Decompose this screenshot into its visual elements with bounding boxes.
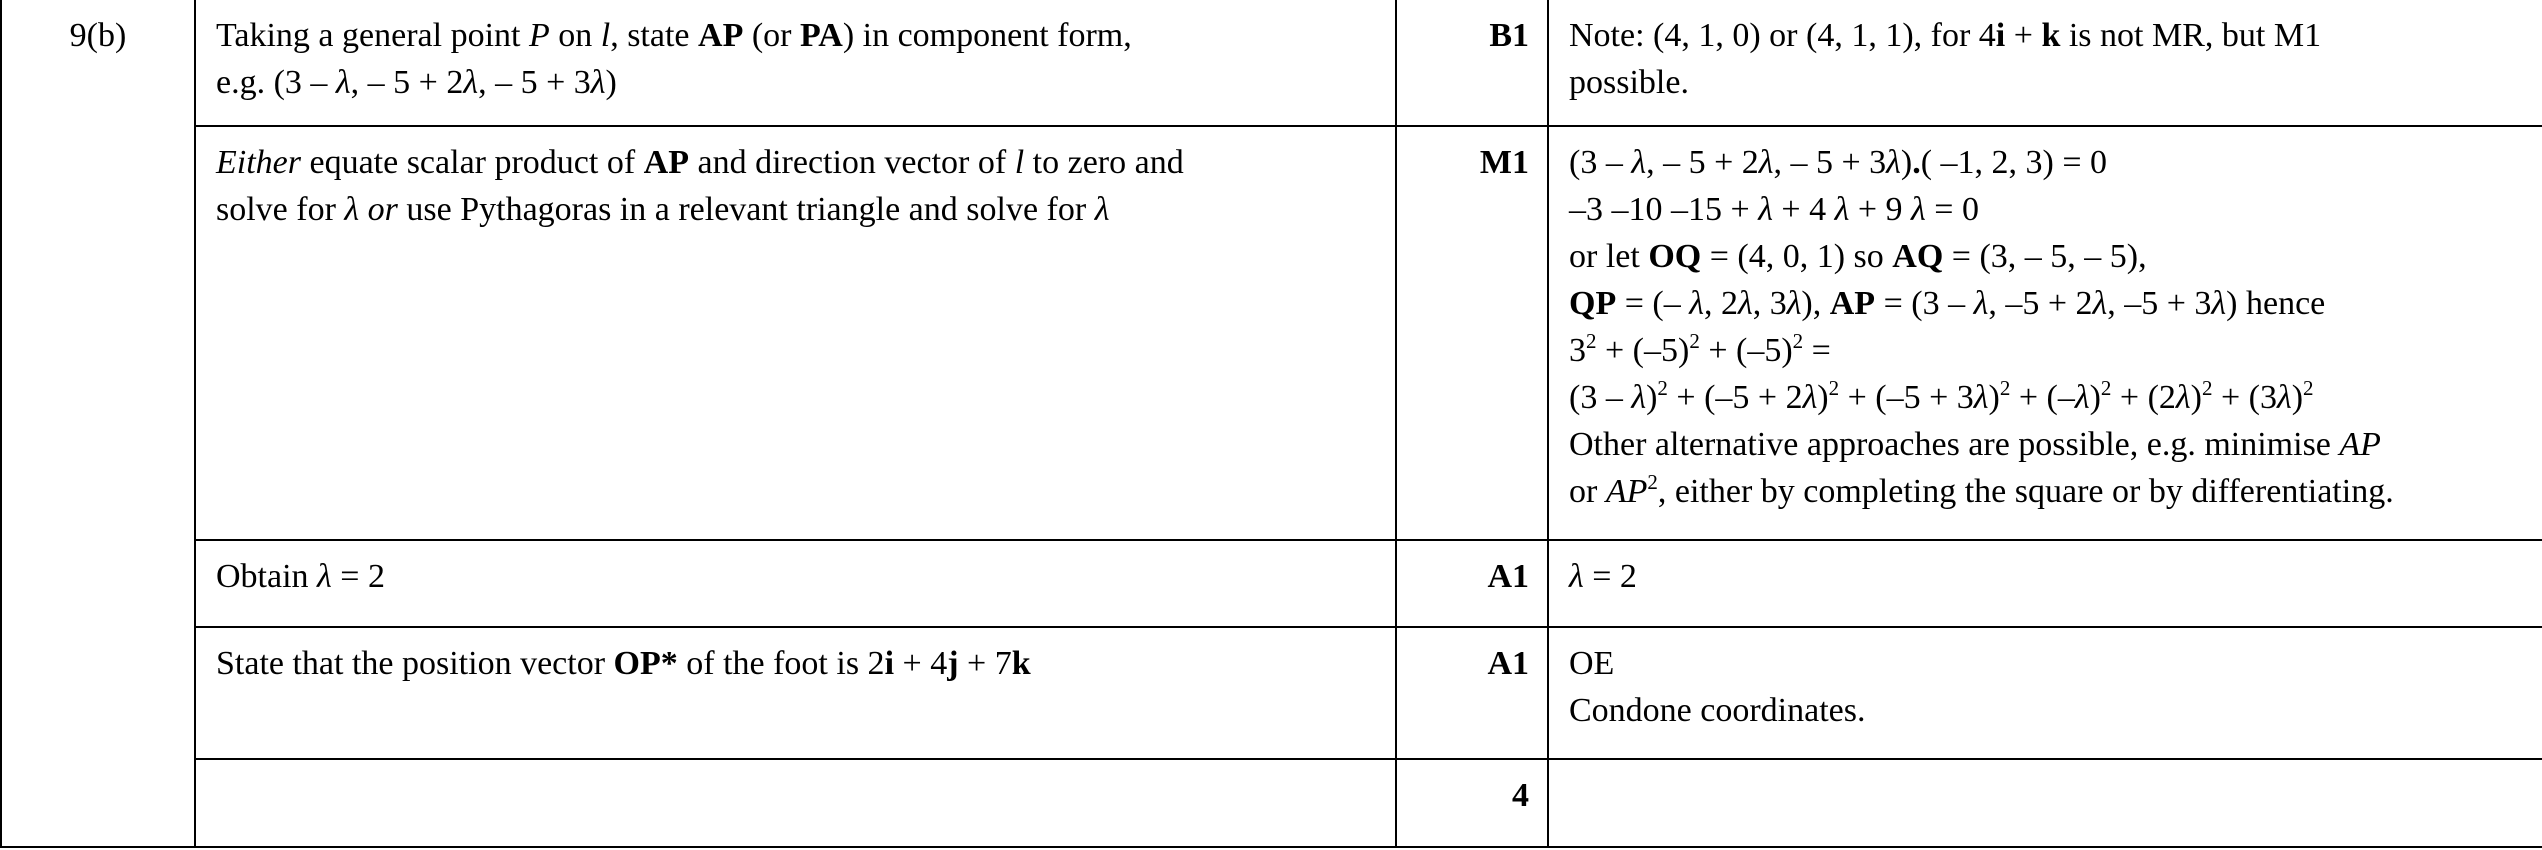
- mark-row-2: [1, 126, 2542, 539]
- text-run: λ: [1802, 379, 1818, 417]
- text-line: [1569, 186, 2522, 233]
- text-run: λ: [1094, 191, 1110, 229]
- text-run: λ: [2092, 285, 2108, 323]
- text-run: =: [1803, 332, 1831, 370]
- text-line: [1569, 280, 2522, 327]
- text-line: [216, 12, 1375, 59]
- text-run: λ: [1689, 285, 1704, 323]
- answer-cell: [195, 540, 1396, 627]
- mark-cell: A1: [1396, 540, 1548, 627]
- text-run: λ: [2211, 285, 2227, 323]
- text-run: ): [1988, 379, 2000, 417]
- text-run: + (–5): [1596, 332, 1690, 370]
- text-run: AP: [2339, 426, 2381, 464]
- text-run: of the foot is 2: [677, 644, 885, 682]
- text-run: + (2: [2111, 379, 2176, 417]
- text-run: Other alternative approaches are possible, e.g. minimise: [1569, 426, 2340, 464]
- text-run: AP: [643, 144, 689, 182]
- text-run: and direction vector of: [689, 144, 1015, 182]
- text-line: [1569, 553, 2522, 600]
- text-run: λ: [1973, 379, 1989, 417]
- text-run: λ: [1973, 285, 1989, 323]
- text-run: i: [884, 644, 895, 682]
- superscript: 2: [1586, 329, 1597, 354]
- mark-cell: A1: [1396, 627, 1548, 759]
- text-run: λ: [344, 191, 360, 229]
- text-run: λ: [1786, 285, 1802, 323]
- text-run: ) hence: [2226, 285, 2326, 323]
- text-run: λ: [2175, 379, 2191, 417]
- answer-cell: [195, 126, 1396, 539]
- text-line: [1569, 327, 2522, 374]
- text-run: ( –1, 2, 3) = 0: [1920, 144, 2108, 182]
- text-run: λ: [1631, 144, 1647, 182]
- superscript: 2: [1792, 329, 1804, 354]
- text-run: , state: [610, 17, 699, 54]
- text-run: , – 5 + 3: [478, 64, 591, 101]
- text-run: λ: [2276, 379, 2292, 417]
- text-run: λ: [1737, 285, 1753, 323]
- text-run: k: [1011, 644, 1031, 682]
- text-run: = (3, – 5, – 5),: [1943, 238, 2147, 276]
- text-line: [1569, 687, 2522, 734]
- text-line: [216, 640, 1375, 687]
- text-run: (3 –: [1569, 379, 1632, 417]
- text-line: [216, 59, 1375, 106]
- text-run: , – 5 + 2: [350, 64, 464, 101]
- text-line: [1569, 59, 2522, 106]
- text-run: λ: [2074, 379, 2090, 417]
- text-run: equate scalar product of: [300, 144, 644, 182]
- text-run: λ: [1911, 191, 1926, 229]
- text-run: + (–5 + 3: [1839, 379, 1974, 417]
- text-run: Taking a general point: [216, 17, 529, 54]
- text-run: ),: [1801, 285, 1830, 323]
- guidance-cell: [1548, 627, 2542, 759]
- guidance-cell: [1548, 0, 2542, 126]
- text-run: , 3: [1752, 285, 1787, 323]
- text-run: , –5 + 2: [1988, 285, 2093, 323]
- text-run: j: [947, 644, 959, 682]
- text-run: solve for: [216, 191, 345, 229]
- text-run: State that the position vector: [216, 644, 614, 682]
- text-run: , 2: [1703, 285, 1738, 323]
- text-run: λ: [1631, 379, 1647, 417]
- text-run: to zero and: [1024, 144, 1184, 182]
- text-run: or let: [1569, 238, 1649, 276]
- text-run: Obtain: [216, 557, 318, 595]
- text-line: [1569, 374, 2522, 421]
- guidance-cell: [1548, 126, 2542, 539]
- mark-row-1: [1, 0, 2542, 126]
- text-run: + 4: [894, 644, 948, 682]
- text-run: QP: [1569, 285, 1617, 323]
- answer-cell: [195, 0, 1396, 126]
- answer-cell-empty: [195, 759, 1396, 847]
- text-line: [216, 186, 1375, 233]
- text-run: , – 5 + 3: [1773, 144, 1887, 182]
- mark-total-row: [1, 759, 2542, 847]
- text-run: l: [1014, 144, 1025, 182]
- text-run: = (4, 0, 1) so: [1701, 238, 1893, 276]
- text-run: i: [1995, 17, 2006, 54]
- text-run: AQ: [1892, 238, 1944, 276]
- text-run: use Pythagoras in a relevant triangle and solve for: [397, 191, 1095, 229]
- text-run: k: [2041, 17, 2061, 54]
- superscript: 2: [1828, 376, 1840, 401]
- text-run: λ: [1569, 557, 1584, 595]
- text-run: –3 –10 –15 +: [1569, 191, 1759, 229]
- text-run: = (–: [1616, 285, 1690, 323]
- text-run: 3: [1569, 332, 1586, 370]
- text-line: [1569, 139, 2522, 186]
- mark-cell: B1: [1396, 0, 1548, 126]
- text-run: λ: [1758, 191, 1773, 229]
- text-run: (3 –: [1569, 144, 1632, 182]
- guidance-cell: [1548, 540, 2542, 627]
- text-run: + 7: [958, 644, 1012, 682]
- text-run: OE: [1569, 644, 1615, 682]
- text-line: [1569, 233, 2522, 280]
- text-run: or: [1569, 473, 1606, 511]
- text-run: +: [2005, 17, 2042, 54]
- text-run: [359, 191, 368, 228]
- question-number: 9(b): [1, 0, 195, 847]
- text-run: λ: [335, 64, 351, 101]
- text-run: e.g. (3 –: [216, 64, 336, 101]
- superscript: 2: [1647, 470, 1658, 495]
- text-run: λ: [317, 557, 332, 595]
- text-run: + (3: [2212, 379, 2277, 417]
- text-run: P: [528, 17, 550, 54]
- superscript: 2: [2100, 376, 2112, 401]
- text-line: [216, 139, 1375, 186]
- mark-row-3: [1, 540, 2542, 627]
- text-run: ): [2291, 379, 2304, 417]
- text-run: λ: [463, 64, 479, 101]
- text-run: + 9: [1849, 191, 1912, 229]
- answer-cell: [195, 627, 1396, 759]
- text-run: , –5 + 3: [2107, 285, 2212, 323]
- text-run: + (–: [2010, 379, 2075, 417]
- text-run: , – 5 + 2: [1646, 144, 1759, 182]
- text-run: ) in component form,: [842, 17, 1132, 54]
- text-line: [1569, 640, 2522, 687]
- superscript: 2: [1657, 376, 1668, 401]
- text-run: AP: [1605, 473, 1648, 511]
- text-run: OQ: [1648, 238, 1702, 276]
- text-run: Condone coordinates.: [1569, 691, 1866, 729]
- text-run: Either: [216, 144, 301, 182]
- superscript: 2: [2201, 376, 2213, 401]
- text-run: ): [2089, 379, 2101, 417]
- text-run: ): [1646, 379, 1658, 417]
- text-run: possible.: [1569, 64, 1689, 101]
- text-run: ): [605, 64, 617, 101]
- text-run: (or: [743, 17, 800, 54]
- text-run: PA: [800, 17, 843, 54]
- text-run: on: [549, 17, 601, 54]
- text-run: AP: [698, 17, 744, 54]
- text-run: λ: [1758, 144, 1774, 182]
- text-run: = 2: [331, 557, 385, 595]
- text-run: = 2: [1583, 557, 1637, 595]
- guidance-cell-empty: [1548, 759, 2542, 847]
- text-run: ): [2190, 379, 2202, 417]
- text-run: OP*: [613, 644, 678, 682]
- superscript: 2: [1999, 376, 2011, 401]
- text-run: or: [367, 191, 398, 229]
- text-run: ): [1817, 379, 1829, 417]
- text-run: Note: (4, 1, 0) or (4, 1, 1), for 4: [1569, 17, 1996, 54]
- mark-row-4: [1, 627, 2542, 759]
- text-run: + (–5): [1699, 332, 1793, 370]
- superscript: 2: [1689, 329, 1700, 354]
- text-run: λ: [590, 64, 606, 101]
- text-run: , either by completing the square or by differentiating.: [1657, 473, 2394, 511]
- text-run: l: [600, 17, 611, 54]
- text-run: λ: [1834, 191, 1850, 229]
- text-run: = (3 –: [1875, 285, 1974, 323]
- text-run: = 0: [1925, 191, 1979, 229]
- text-line: [1569, 468, 2522, 515]
- text-run: is not MR, but M1: [2060, 17, 2322, 54]
- text-run: .: [1912, 144, 1921, 182]
- text-run: + (–5 + 2: [1667, 379, 1803, 417]
- text-run: λ: [1886, 144, 1901, 182]
- text-line: [1569, 421, 2522, 468]
- text-line: [216, 553, 1375, 600]
- mark-cell: M1: [1396, 126, 1548, 539]
- text-run: + 4: [1772, 191, 1835, 229]
- total-marks: 4: [1396, 759, 1548, 847]
- text-run: ): [1900, 144, 1913, 182]
- text-run: AP: [1829, 285, 1876, 323]
- text-line: [1569, 12, 2522, 59]
- superscript: 2: [2303, 376, 2314, 401]
